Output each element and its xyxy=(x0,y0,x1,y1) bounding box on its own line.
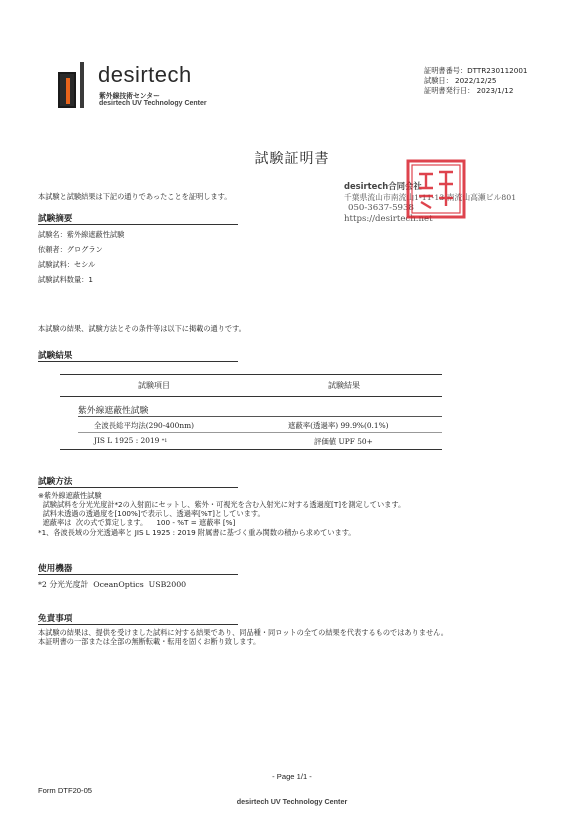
method-line: ※紫外線遮蔽性試験 xyxy=(38,491,102,500)
brand-name: desirtech xyxy=(98,62,192,87)
summary-heading: 試験摘要 xyxy=(38,214,73,224)
brand-sub-jp: 紫外線技術センター xyxy=(99,92,160,100)
row-result: 遮蔽率(透過率) 99.9%(0.1%) xyxy=(288,421,389,430)
equipment-heading: 使用機器 xyxy=(38,564,73,574)
issuer-phone: 050-3637-5938 xyxy=(348,203,414,213)
results-table xyxy=(60,374,442,450)
col-header-item: 試験項目 xyxy=(138,381,170,390)
method-rule xyxy=(38,487,238,488)
summary-line-sample: 試験試料：セシル xyxy=(38,260,96,269)
table-bottom-rule xyxy=(60,449,442,450)
page-number: - Page 1/1 - xyxy=(272,772,312,781)
method-line: *1、各波長域の分光透過率と JIS L 1925 : 2019 附属書に基づく重み関数の積から求めています。 xyxy=(38,528,356,537)
row-item-text: JIS L 1925 : 2019 xyxy=(94,436,160,445)
table-row xyxy=(60,433,442,448)
disclaimer-rule xyxy=(38,624,238,625)
test-date: 試験日： 2022/12/25 xyxy=(424,76,497,85)
intro-text: 本試験と試験結果は下記の通りであったことを証明します。 xyxy=(38,192,232,201)
row-item: 全波長総平均法(290-400nm) xyxy=(94,421,194,430)
equipment-rule xyxy=(38,574,238,575)
row-item xyxy=(94,436,167,445)
form-number: Form DTF20-05 xyxy=(38,786,93,795)
logo xyxy=(56,60,256,112)
issuer-url: https://desirtech.net xyxy=(344,214,433,224)
note-text: 本試験の結果、試験方法とその条件等は以下に掲載の通りです。 xyxy=(38,324,246,333)
logo-mark-icon xyxy=(56,60,90,110)
cert-number: 証明書番号：DTTR230112001 xyxy=(424,66,528,75)
disclaimer-line: 本証明書の一部または全部の無断転載・転用を固くお断り致します。 xyxy=(38,637,261,646)
method-line: 遮蔽率は 次の式で算定します。 100 - %T = 遮蔽率 [%] xyxy=(38,518,236,527)
method-line: 試料未透過の透過度を[100%]で表示し、透過率[%T]としています。 xyxy=(38,509,265,518)
col-header-result: 試験結果 xyxy=(328,381,360,390)
results-heading: 試験結果 xyxy=(38,351,73,361)
results-rule xyxy=(38,361,238,362)
page-title: 試験証明書 xyxy=(254,151,330,167)
issuer-company: desirtech合同会社 xyxy=(344,181,422,191)
method-line: 試験試料を分光光度計*2の入射面にセットし、紫外・可視光を含む入射光に対する透過度[T]を測定しています。 xyxy=(38,500,406,509)
summary-line-client: 依頼者：グログラン xyxy=(38,245,103,254)
table-top-rule xyxy=(60,374,442,375)
method-heading: 試験方法 xyxy=(38,477,73,487)
table-row xyxy=(60,417,442,432)
seal-icon xyxy=(405,158,467,220)
brand-sub-en: desirtech UV Technology Center xyxy=(99,100,207,107)
table-header-rule xyxy=(60,396,442,397)
footnote-mark: *1 xyxy=(161,438,168,444)
equipment-line: *2 分光光度計 OceanOptics USB2000 xyxy=(38,580,187,589)
summary-line-name: 試験名：紫外線遮蔽性試験 xyxy=(38,230,125,239)
company-seal xyxy=(405,158,467,220)
summary-rule xyxy=(38,224,238,225)
issue-date: 証明書発行日： 2023/1/12 xyxy=(424,86,514,95)
issuer-address: 千葉県流山市南流山1-11-13 南流山高瀬ビル801 xyxy=(344,193,517,202)
summary-line-qty: 試験試料数量：1 xyxy=(38,275,93,284)
footer-center: desirtech UV Technology Center xyxy=(236,797,348,806)
disclaimer-heading: 免責事項 xyxy=(38,614,73,624)
disclaimer-line: 本試験の結果は、提供を受けました試料に対する結果であり、同品種・同ロットの全ての結果を代表するものではありません。 xyxy=(38,628,448,637)
results-group-label: 紫外線遮蔽性試験 xyxy=(78,406,149,416)
row-result: 評価値 UPF 50+ xyxy=(314,437,373,446)
